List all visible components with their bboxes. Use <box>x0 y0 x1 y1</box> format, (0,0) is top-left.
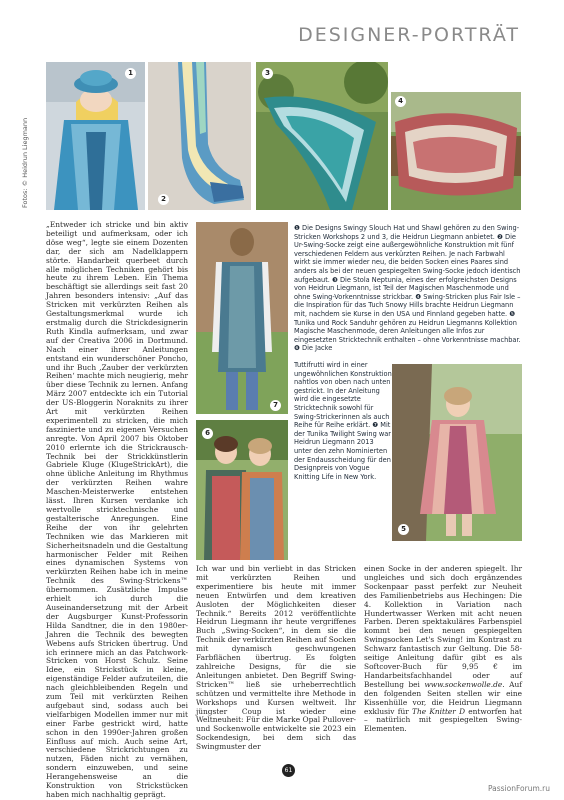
page-number: 61 <box>282 764 295 777</box>
photo-shawl <box>391 92 521 210</box>
badge-5: 5 <box>398 524 409 535</box>
photo-tunic-back <box>196 222 288 414</box>
page-title: DESIGNER-PORTRÄT <box>298 24 520 46</box>
article-text-2: Ich war und bin verliebt in das Stricken mit verkürzten Reihen und experimentiere bis heute mit immer neuen Entwürfen und dem kreativen Ausloten der Möglichkeiten dieser Technik.“ Bereits 2012 veröffentlichte Heidrun Liegmann ihr heute vergriffenes Buch „Swing-Socken“, in dem sie die Technik der verkürzten Reihen auf Socken mit dynamisch geschwungenen Farbflächen übertrug. Es folgten zahlreiche Designs, für die sie Anleitungen anbietet. Den Begriff Swing-Stricken™ ließ sie urheberrechtlich schützen und vermittelte ihre Methode in Workshops und Kursen weltweit. Ihr jüngster Coup ist wieder eine Weltneuheit: Für die Marke Opal Pullover- und Sockenwolle entwickelte sie 2023 ein Sockendesign, bei dem sich das Swingmuster der <box>196 564 356 752</box>
article-text-3a: einen Socke in der anderen spiegelt. Ihr ungleiches und sich doch ergänzendes Sockenpaar passt perfekt zur Neuheit des Familienbetriebs aus Hechingen: Die 4. Kollektion in Variation nach Hundertwasser Werken mit acht neuen Farben. Deren spektakuläres Farbenspiel kommt bei den neuen gespiegelten Swingsocken Let's Swing! im Kontrast zu Schwarz fantastisch zur Geltung. Die 58-seitige Anleitung dafür gibt es als Softcover-Buch für 9,95 € im Handarbeitsfachhandel oder auf Bestellung bei <box>364 564 522 689</box>
article-column-1 <box>46 220 188 799</box>
article-column-3 <box>364 565 522 765</box>
article-text-1: „Entweder ich stricke und bin aktiv beteiligt und aufmerksam, oder ich döse weg“, legte sie einem Dozenten dar, der sich am Nadelklappern störte. Handarbeit querbeet durch alle möglichen Techniken gehört bis heute zu ihrem Leben. Ein Thema beschäftigt sie allerdings seit fast 20 Jahren besonders intensiv: „Auf das Stricken mit verkürzten Reihen als Gestaltungsmerkmal wurde ich erstmalig durch die Strickdesignerin Ruth Kindla aufmerksam, und zwar auf der Creativa 2006 in Dortmund. Nach einer ihrer Anleitungen entstand ein wunderschöner Poncho, und ihr Buch ‚Zauber der verkürzten Reihen‘ machte mich neugierig, mehr über diese Technik zu lernen. Anfang März 2007 entdeckte ich ein Tutorial der US-Bloggerin Noraknits zu ihrer Art mit verkürzten Reihen experimentell zu stricken, die mich faszinierte und zu eigenen Versuchen anregte. Von April 2007 bis Oktober 2010 erlernte ich die Strickrausch-Technik bei der Strickkünstlerin Gabriele Kluge (KlugeStrickArt), die ohne übliche Anleitung im Rhythmus der verkürzten Reihen wahre Maschen-Meisterwerke entstehen lässt. Ihren Kursen verdanke ich wertvolle stricktechnische und gestalterische Anregungen. Eine Reihe der von ihr gelehrten Techniken wie das Markieren mit Sicherheitsnadeln und die Gestaltung harmonischer Felder mit Reihen eines dynamischen Systems von verkürzten Reihen habe ich in meine Technik des Swing-Strickens™ übernommen. Zusätzliche Impulse erhielt ich durch die Auseinandersetzung mit der Arbeit der Augsburger Kunst-Professorin Hilda Sandtner, die in den 1980er-Jahren die Technik des bewegten Webens aufs Stricken übertrug. Und ich erinnere mich an das Patchwork-Stricken von Horst Schulz. Seine Idee, ein Strickstück in kleine, eigenständige Felder aufzuteilen, die nach gleichbleibenden Regeln und zum Teil mit verkürzten Reihen aufgebaut sind, sodass auch bei vielfarbigen Modellen immer nur mit einer Farbe gestrickt wird, hatte schon in den 1990er-Jahren großen Einfluss auf mich. Auch seine Art, verschiedene Strickrichtungen zu nutzen, Fäden nicht zu vernähen, sondern einzuweben, und seine Herangehensweise an die Konstruktion von Strickstücken haben mich nachhaltig geprägt. <box>46 220 188 799</box>
photo-two-women <box>196 420 288 560</box>
badge-4: 4 <box>395 96 406 107</box>
caption-text: ❶ Die Designs Swingy Slouch Hat und Shawl gehören zu den Swing-Stricken Workshops 2 und 3, die Heidrun Liegmann anbietet. ❷ Die Ur-Swing-Socke zeigt eine außergewöhnliche Konstruktion mit fünf verschiedenen Feldern aus verkürzten Reihen. Je nach Farbwahl wirkt sie immer wieder neu, die beiden Socken eines Paares sind anders als bei der neuen gespiegelten Swing-Socke jedoch identisch aufgebaut. ❸ Die Stola Neptunia, eines der erfolgreichsten Designs von Heidrun Liegmann, ist Teil der Magischen Maschenmode und ohne Swing-Vorkenntnisse strickbar. ❹ Swing-Stricken plus Fair Isle – die Inspiration für das Tuch Snowy Hills brachte Heidrun Liegmann mit, nachdem sie Kurse in den USA und Finnland gegeben hatte. ❺ Tunika und Rock Sanduhr gehören zu Heidrun Liegmanns Kollektion Magische Maschenmode, deren Anleitungen alle Infos zur eingesetzten Stricktechnik enthalten – ohne Vorkenntnisse machbar. ❻ Die Jacke <box>294 224 521 353</box>
badge-3: 3 <box>262 68 273 79</box>
website-link[interactable]: www.sockenwolle.de. <box>424 679 505 689</box>
photo-stole <box>256 62 388 210</box>
badge-2: 2 <box>158 194 169 205</box>
watermark: PassionForum.ru <box>487 784 550 793</box>
article-text-3b: Auf den folgenden Seiten stellen wir eine Kissenhülle vor, die Heidrun Liegmann exklusiv für <box>364 679 522 716</box>
article-column-2 <box>196 565 356 765</box>
photo-tunic-front <box>392 364 522 541</box>
article-text-3c: entworfen hat – natürlich mit gespiegelten Swing-Elementen. <box>364 706 522 734</box>
photo-hat-shawl <box>46 62 145 210</box>
photo-captions <box>294 224 522 353</box>
badge-7: 7 <box>270 400 281 411</box>
photo-captions-continued <box>294 361 392 481</box>
badge-6: 6 <box>202 428 213 439</box>
photo-sock <box>148 62 251 210</box>
badge-1: 1 <box>125 68 136 79</box>
caption-text-continued: Tuttifrutti wird in einer ungewöhnlichen Konstruktion nahtlos von oben nach unten gestrickt. In der Anleitung wird die eingesetzte Stricktechnik sowohl für Swing-Strickerinnen als auch Reihe für Reihe erklärt. ❼ Mit der Tunika Twilight Swing war Heidrun Liegmann 2013 unter den zehn Nominierten der Endausscheidung für den Designpreis von Vogue Knitting Life in New York. <box>294 361 392 481</box>
magazine-name: The Knitter D <box>412 706 466 716</box>
photo-credit: Fotos: © Heidrun Liegmann <box>21 117 29 208</box>
article-text-3 <box>364 565 522 734</box>
